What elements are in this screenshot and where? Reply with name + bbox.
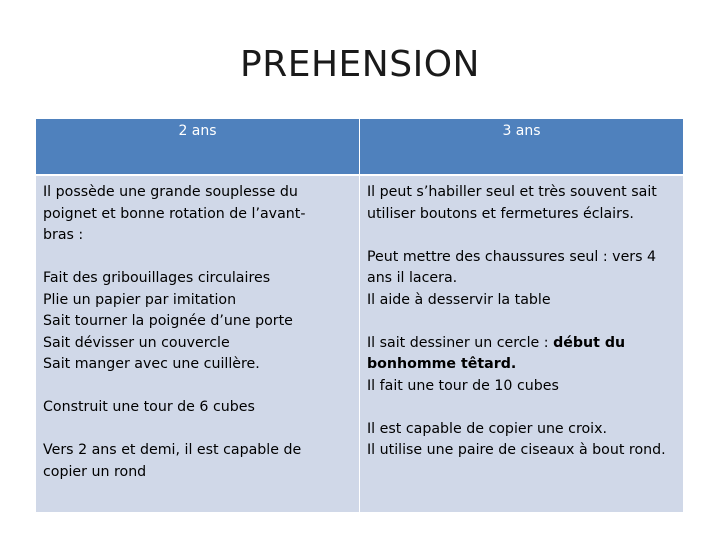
header-3-ans: 3 ans — [360, 119, 683, 174]
text-line: Plie un papier par imitation — [43, 291, 237, 308]
paragraph-souplesse — [43, 182, 349, 247]
paragraph-skills — [43, 268, 349, 376]
text-line — [367, 333, 673, 355]
text-run: Il sait dessiner un cercle : — [367, 334, 554, 351]
bold-text: bonhomme têtard. — [367, 356, 517, 372]
page-title: PREHENSION — [240, 44, 480, 85]
paragraph-ciseaux — [367, 419, 673, 462]
text-line: Il utilise une paire de ciseaux à bout rond. — [367, 442, 666, 458]
paragraph-rond — [43, 440, 349, 483]
text-line: Il est capable de copier une croix. — [367, 420, 608, 437]
paragraph-habiller — [367, 182, 673, 225]
text-line: Peut mettre des chaussures seul : vers 4 — [367, 248, 657, 265]
text-line: copier un rond — [43, 463, 147, 480]
text-line: Construit une tour de 6 cubes — [43, 399, 255, 415]
paragraph-chaussures — [367, 247, 673, 312]
header-2-ans: 2 ans — [36, 119, 359, 174]
text-line: Vers 2 ans et demi, il est capable de — [43, 442, 302, 458]
text-line: Sait dévisser un couvercle — [43, 334, 230, 351]
text-line: Il fait une tour de 10 cubes — [367, 377, 559, 394]
text-line: Fait des gribouillages circulaires — [43, 270, 271, 286]
text-line: Sait manger avec une cuillère. — [43, 356, 260, 372]
text-line: Il peut s’habiller seul et très souvent sait — [367, 184, 657, 200]
paragraph-tour — [43, 397, 349, 419]
prehension-table — [36, 119, 683, 512]
text-line: utiliser boutons et fermetures éclairs. — [367, 205, 634, 222]
paragraph-cercle — [367, 333, 673, 398]
bold-text: début du — [553, 334, 626, 351]
cell-2-ans — [36, 176, 359, 512]
text-line: Il possède une grande souplesse du — [43, 184, 298, 200]
cell-3-ans — [360, 176, 683, 512]
text-line: poignet et bonne rotation de l’avant- — [43, 205, 306, 222]
text-line: Sait tourner la poignée d’une porte — [43, 313, 293, 329]
text-line: bras : — [43, 227, 84, 243]
text-line: Il aide à desservir la table — [367, 291, 551, 308]
text-line — [367, 354, 673, 376]
text-line: ans il lacera. — [367, 270, 458, 286]
